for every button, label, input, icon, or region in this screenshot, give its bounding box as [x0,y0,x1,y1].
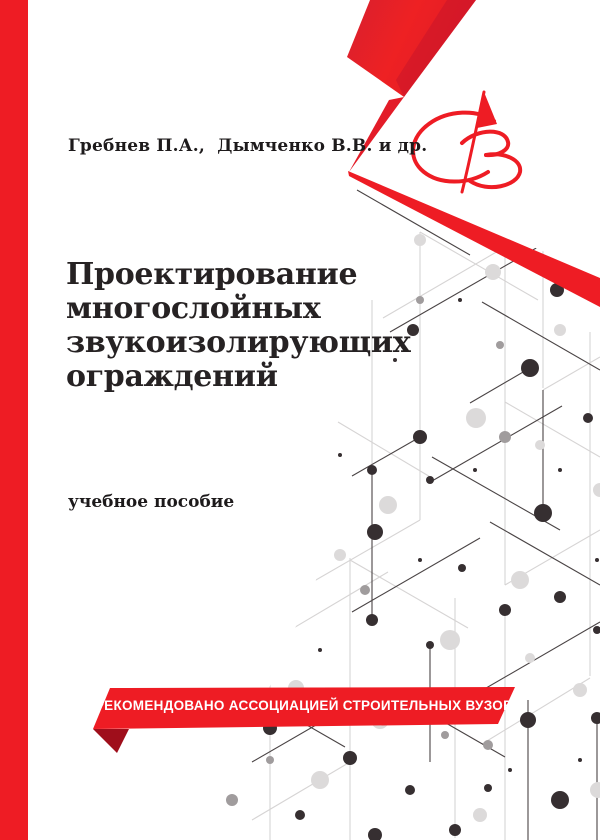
asv-logo-icon [413,92,520,192]
title-line-4: ограждений [66,359,278,394]
authors-line: Гребнев П.А., Дымченко В.В. и др. [68,136,428,156]
ribbon-fold [93,729,129,753]
title-line-2: многослойных [66,291,321,326]
banner-label: РЕКОМЕНДОВАНО АССОЦИАЦИЕЙ СТРОИТЕЛЬНЫХ ВУЗОВ [94,697,514,713]
book-title [66,258,410,394]
title-line-3: звукоизолирующих [66,325,411,360]
subtitle: учебное пособие [68,492,235,512]
title-line-1: Проектирование [66,257,358,292]
